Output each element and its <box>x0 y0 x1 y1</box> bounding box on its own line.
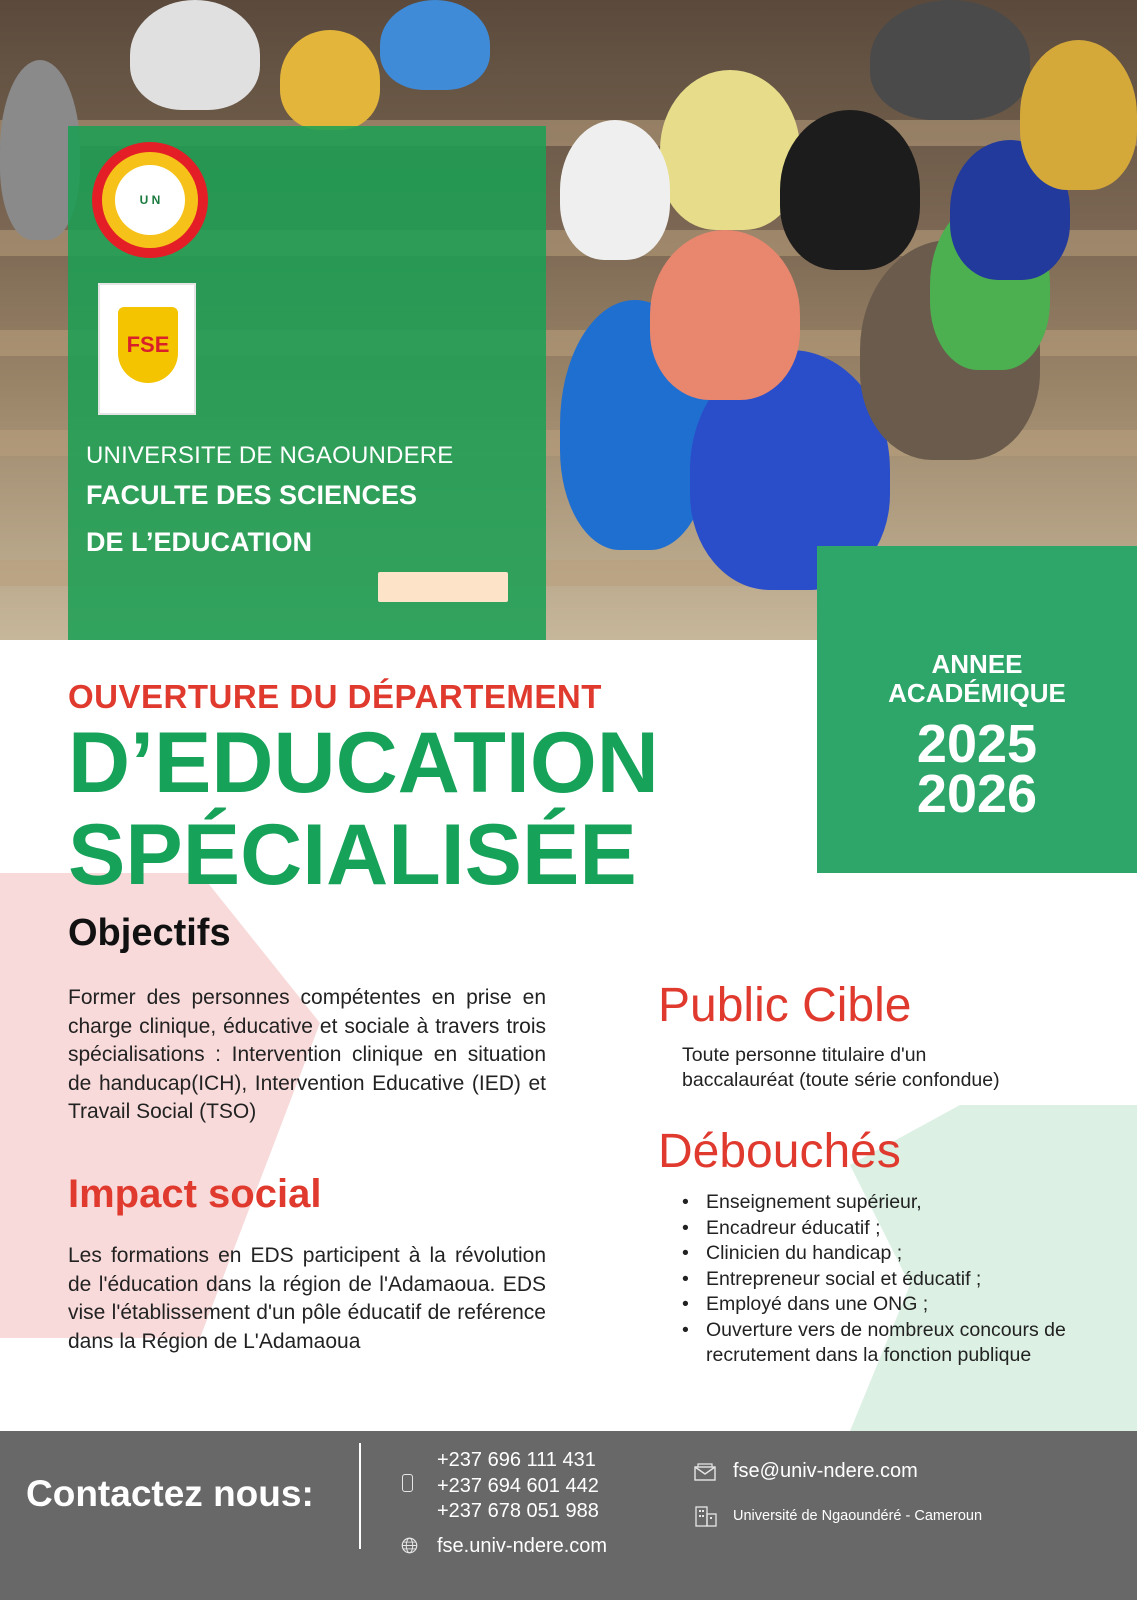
objectives-text: Former des personnes compétentes en prise en charge clinique, éducative et sociale à travers trois spécialisations : Intervention clinique en situation de handucap(ICH), Intervention Educative (IED) et Travail Social (TSO) <box>68 986 546 1123</box>
department-subtitle: OUVERTURE DU DÉPARTEMENT <box>68 678 602 715</box>
list-item: • Clinicien du handicap ; <box>680 1241 1080 1267</box>
phone-numbers <box>437 1448 599 1525</box>
phone-icon <box>402 1474 413 1492</box>
year-start: 2025 <box>916 714 1038 774</box>
list-item: • Ouverture vers de nombreux concours de recrutement dans la fonction publique <box>680 1318 1080 1369</box>
department-title-line2: SPÉCIALISÉE <box>68 807 637 903</box>
faculty-name-line2: DE L’EDUCATION <box>86 527 313 557</box>
career-outcomes-list <box>680 1190 1080 1369</box>
accent-bar <box>378 572 508 602</box>
year-end: 2026 <box>916 764 1038 824</box>
career-outcomes-heading: Débouchés <box>658 1125 901 1178</box>
list-item: • Encadreur éducatif ; <box>680 1216 1080 1242</box>
objectives-heading: Objectifs <box>68 912 231 954</box>
building-icon <box>694 1505 718 1527</box>
website-link[interactable]: fse.univ-ndere.com <box>437 1535 608 1557</box>
list-item: • Employé dans une ONG ; <box>680 1292 1080 1318</box>
email-link[interactable]: fse@univ-ndere.com <box>733 1460 918 1482</box>
list-item: • Enseignement supérieur, <box>680 1190 1080 1216</box>
phone-number[interactable]: +237 696 111 431 <box>437 1449 596 1471</box>
academic-year-label: ANNEE ACADÉMIQUE <box>888 649 1066 708</box>
faculty-name-line1: FACULTE DES SCIENCES <box>86 480 418 510</box>
phone-number[interactable]: +237 678 051 988 <box>437 1500 599 1522</box>
target-audience-heading: Public Cible <box>658 979 912 1032</box>
list-item: • Entrepreneur social et éducatif ; <box>680 1267 1080 1293</box>
university-seal-logo: U N <box>92 142 208 258</box>
phone-number[interactable]: +237 694 601 442 <box>437 1474 599 1497</box>
target-audience-text: Toute personne titulaire d'un baccalauréat (toute série confondue) <box>682 1044 1000 1091</box>
mail-icon <box>694 1463 716 1481</box>
university-name: UNIVERSITE DE NGAOUNDERE <box>86 442 454 469</box>
department-title-line1: D’EDUCATION <box>68 715 659 811</box>
faculty-crest-logo: FSE <box>98 283 196 415</box>
globe-icon <box>401 1537 418 1554</box>
impact-text: Les formations en EDS participent à la révolution de l'éducation dans la région de l'Adamaoua. EDS vise l'établissement d'un pôle éducatif de reférence dans la Région de L'Adamaoua <box>68 1244 546 1353</box>
footer-divider <box>359 1443 361 1549</box>
contact-heading: Contactez nous: <box>26 1473 314 1514</box>
impact-heading: Impact social <box>68 1172 322 1216</box>
address-text: Université de Ngaoundéré - Cameroun <box>733 1508 983 1524</box>
